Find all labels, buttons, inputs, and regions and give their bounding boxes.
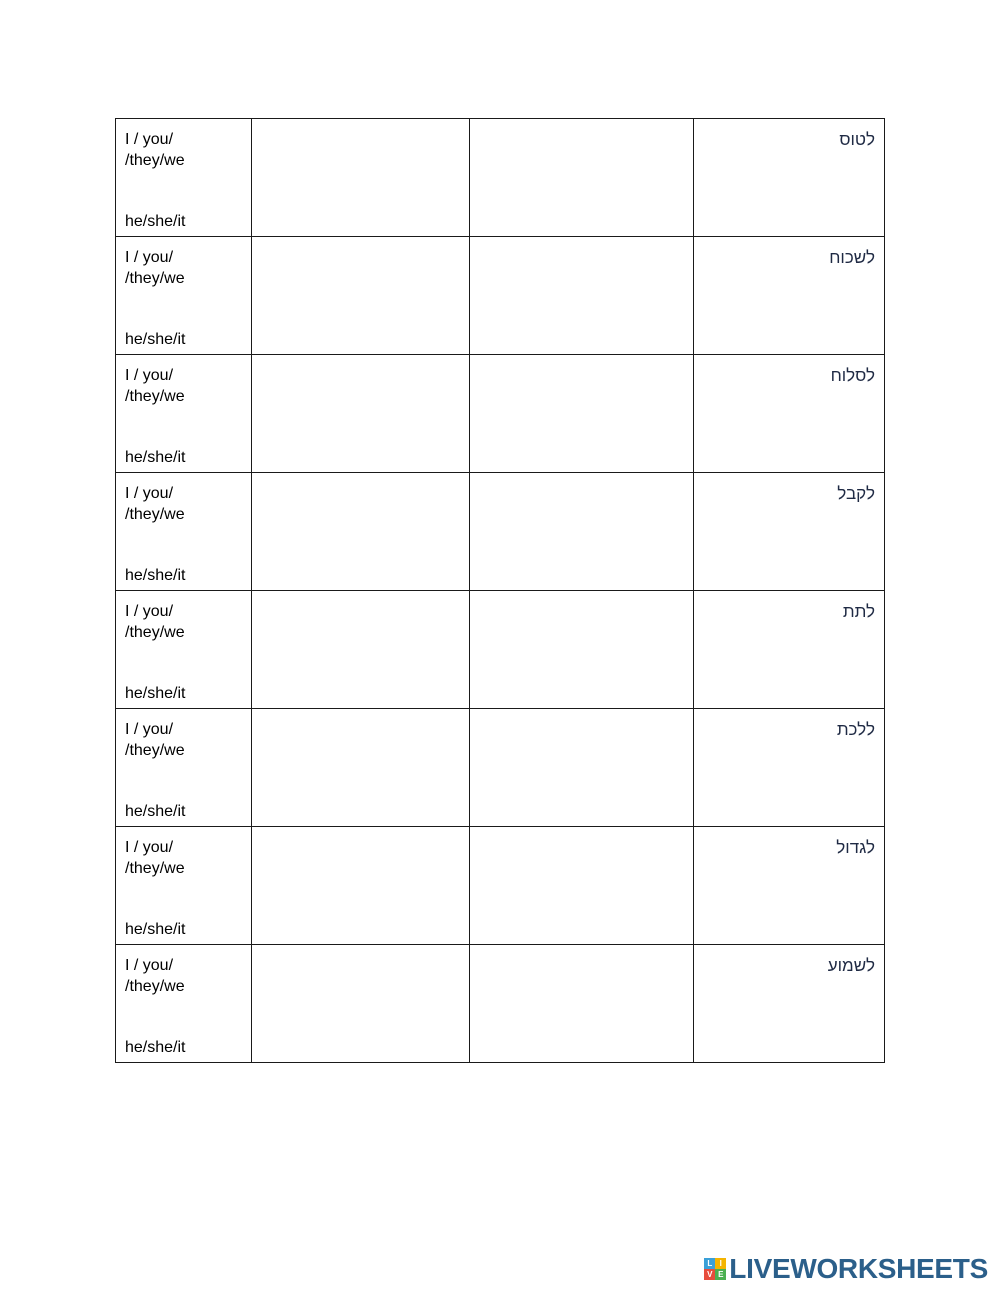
answer-cell-form-2[interactable]: [470, 473, 694, 591]
pronoun-cell: [116, 827, 252, 945]
table-row: [116, 119, 885, 237]
pronoun-singular-label: he/she/it: [125, 803, 186, 820]
pronoun-plural-label: I / you/ /they/we: [125, 485, 185, 523]
answer-cell-form-1[interactable]: [252, 237, 470, 355]
answer-cell-form-2[interactable]: [470, 591, 694, 709]
verb-cell: [694, 945, 885, 1063]
pronoun-plural-label: I / you/ /they/we: [125, 957, 185, 995]
table-row: [116, 591, 885, 709]
pronoun-cell: [116, 591, 252, 709]
answer-cell-form-1[interactable]: [252, 709, 470, 827]
verb-cell: [694, 591, 885, 709]
table-row: [116, 945, 885, 1063]
logo-letter: V: [704, 1269, 715, 1280]
answer-cell-form-2[interactable]: [470, 945, 694, 1063]
infinitive-verb: ללכת: [836, 720, 875, 739]
infinitive-verb: לשמוע: [827, 956, 875, 975]
answer-cell-form-2[interactable]: [470, 827, 694, 945]
logo-letter: E: [715, 1269, 726, 1280]
infinitive-verb: לשכוח: [829, 248, 875, 267]
answer-cell-form-2[interactable]: [470, 119, 694, 237]
liveworksheets-brand: [704, 1255, 988, 1283]
pronoun-singular-label: he/she/it: [125, 921, 186, 938]
verb-cell: [694, 119, 885, 237]
pronoun-plural-label: I / you/ /they/we: [125, 249, 185, 287]
verb-cell: [694, 827, 885, 945]
verb-cell: [694, 473, 885, 591]
answer-cell-form-2[interactable]: [470, 355, 694, 473]
pronoun-singular-label: he/she/it: [125, 567, 186, 584]
brand-name: LIVEWORKSHEETS: [729, 1253, 988, 1284]
answer-cell-form-1[interactable]: [252, 355, 470, 473]
answer-cell-form-1[interactable]: [252, 473, 470, 591]
table-row: [116, 355, 885, 473]
verb-cell: [694, 355, 885, 473]
pronoun-singular-label: he/she/it: [125, 213, 186, 230]
pronoun-cell: [116, 709, 252, 827]
answer-cell-form-1[interactable]: [252, 591, 470, 709]
table-row: [116, 709, 885, 827]
pronoun-singular-label: he/she/it: [125, 1039, 186, 1056]
verb-cell: [694, 709, 885, 827]
pronoun-plural-label: I / you/ /they/we: [125, 367, 185, 405]
pronoun-plural-label: I / you/ /they/we: [125, 603, 185, 641]
infinitive-verb: לסלוח: [830, 366, 875, 385]
table-row: [116, 827, 885, 945]
pronoun-plural-label: I / you/ /they/we: [125, 721, 185, 759]
pronoun-cell: [116, 119, 252, 237]
pronoun-plural-label: I / you/ /they/we: [125, 131, 185, 169]
pronoun-cell: [116, 945, 252, 1063]
infinitive-verb: לטוס: [839, 130, 875, 149]
liveworksheets-logo-icon: [704, 1258, 726, 1280]
pronoun-singular-label: he/she/it: [125, 331, 186, 348]
pronoun-plural-label: I / you/ /they/we: [125, 839, 185, 877]
pronoun-cell: [116, 355, 252, 473]
pronoun-singular-label: he/she/it: [125, 449, 186, 466]
table-row: [116, 237, 885, 355]
answer-cell-form-2[interactable]: [470, 709, 694, 827]
table-row: [116, 473, 885, 591]
infinitive-verb: לקבל: [837, 484, 875, 503]
pronoun-cell: [116, 473, 252, 591]
pronoun-cell: [116, 237, 252, 355]
pronoun-singular-label: he/she/it: [125, 685, 186, 702]
answer-cell-form-1[interactable]: [252, 945, 470, 1063]
logo-letter: I: [715, 1258, 726, 1269]
answer-cell-form-1[interactable]: [252, 119, 470, 237]
logo-letter: L: [704, 1258, 715, 1269]
verb-cell: [694, 237, 885, 355]
answer-cell-form-1[interactable]: [252, 827, 470, 945]
verb-conjugation-table: [115, 118, 885, 1063]
infinitive-verb: לתת: [842, 602, 875, 621]
answer-cell-form-2[interactable]: [470, 237, 694, 355]
infinitive-verb: לגדול: [836, 838, 875, 857]
table-body: [116, 119, 885, 1063]
